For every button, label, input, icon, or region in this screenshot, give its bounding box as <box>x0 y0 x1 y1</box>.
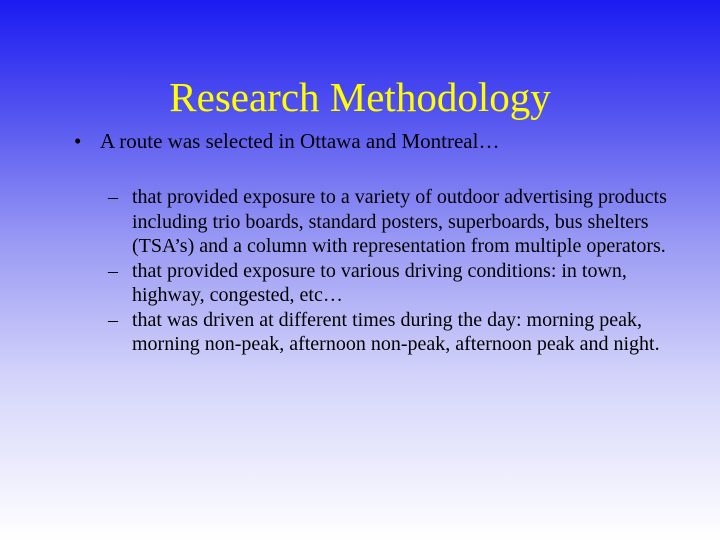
main-bullet-text: A route was selected in Ottawa and Montreal… <box>100 129 500 153</box>
slide-title: Research Methodology <box>169 74 551 120</box>
dash-marker: – <box>108 308 118 331</box>
sub-bullet-text: that was driven at different times during the day: morning peak, morning non-peak, afternoon non-peak, afternoon peak and night. <box>132 308 660 355</box>
sub-bullet-exposure-products <box>108 185 688 259</box>
sub-bullet-times-of-day <box>108 308 688 357</box>
bullet-marker: • <box>74 129 82 153</box>
dash-marker: – <box>108 186 118 208</box>
dash-marker: – <box>108 259 118 282</box>
sub-bullet-list <box>108 185 688 357</box>
sub-bullet-text: that provided exposure to various driving conditions: in town, highway, congested, etc… <box>132 259 627 306</box>
sub-bullet-text: that provided exposure to a variety of outdoor advertising products including trio boards, standard posters, superboards, bus shelters (TSA’s) and a column with representation from multiple operators. <box>132 186 667 257</box>
sub-bullet-driving-conditions <box>108 259 688 308</box>
